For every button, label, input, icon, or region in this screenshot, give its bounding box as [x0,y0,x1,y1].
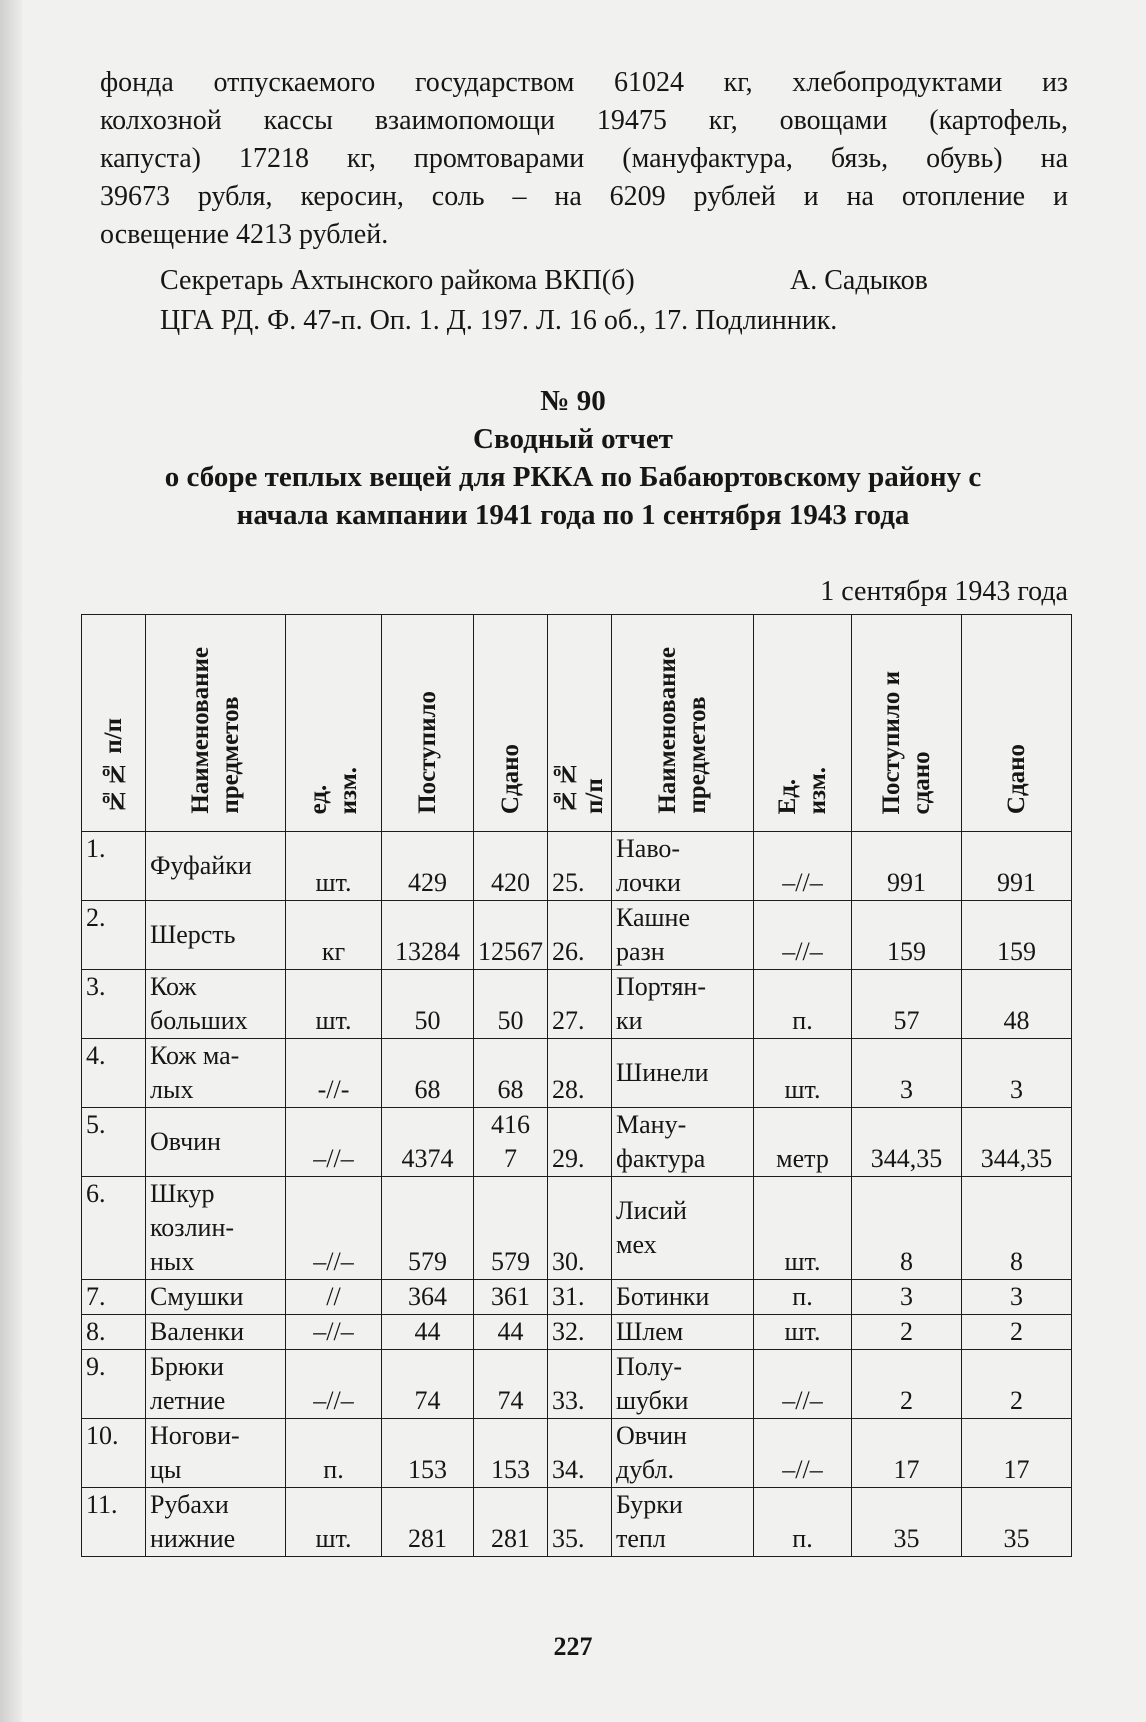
delivered-cell: 153 [474,1419,548,1488]
delivered-2-cell: 991 [962,832,1072,901]
item-name-cell: Кож больших [146,970,286,1039]
unit-2-cell: п. [754,1488,852,1557]
table-row [82,1315,1072,1350]
intro-line: 39673 рубля, керосин, соль – на 6209 рублей и на отопление и [100,181,1068,212]
received-cell: 50 [382,970,474,1039]
received-cell: 153 [382,1419,474,1488]
unit-cell: шт. [286,1488,382,1557]
delivered-cell: 416 7 [474,1108,548,1177]
unit-2-cell: п. [754,970,852,1039]
unit-cell: шт. [286,970,382,1039]
row-number-2-cell: 34. [548,1419,612,1488]
table-header-row [82,615,1072,832]
col-header-unit: ед. изм. [286,615,382,832]
delivered-cell: 579 [474,1177,548,1280]
row-number-cell: 1. [82,832,146,901]
row-number-2-cell: 30. [548,1177,612,1280]
row-number-2-cell: 26. [548,901,612,970]
intro-line: капуста) 17218 кг, промтоварами (мануфактура, бязь, обувь) на [100,143,1068,174]
item-name-2-cell: Шинели [612,1039,754,1108]
delivered-cell: 12567 [474,901,548,970]
unit-2-cell: –//– [754,832,852,901]
page-edge-shadow [0,0,22,1722]
received-cell: 68 [382,1039,474,1108]
received-cell: 74 [382,1350,474,1419]
table-row [82,1350,1072,1419]
item-name-cell: Шкур козлин- ных [146,1177,286,1280]
table-row [82,1177,1072,1280]
received-2-cell: 3 [852,1280,962,1315]
received-2-cell: 344,35 [852,1108,962,1177]
table-row [82,1488,1072,1557]
item-name-2-cell: Полу- шубки [612,1350,754,1419]
row-number-2-cell: 27. [548,970,612,1039]
unit-cell: п. [286,1419,382,1488]
row-number-2-cell: 25. [548,832,612,901]
row-number-cell: 6. [82,1177,146,1280]
delivered-2-cell: 3 [962,1280,1072,1315]
received-2-cell: 3 [852,1039,962,1108]
col-header-received: Поступило [382,615,474,832]
delivered-cell: 44 [474,1315,548,1350]
received-2-cell: 991 [852,832,962,901]
table-row [82,1280,1072,1315]
unit-cell: шт. [286,832,382,901]
col-header-num: №№ п/п [82,615,146,832]
table-row [82,1039,1072,1108]
delivered-cell: 50 [474,970,548,1039]
item-name-2-cell: Овчин дубл. [612,1419,754,1488]
row-number-cell: 3. [82,970,146,1039]
document-date: 1 сентября 1943 года [820,576,1068,607]
item-name-cell: Кож ма- лых [146,1039,286,1108]
col-header-received-2: Поступило и сдано [852,615,962,832]
received-cell: 429 [382,832,474,901]
received-cell: 4374 [382,1108,474,1177]
table-row [82,901,1072,970]
intro-line: колхозной кассы взаимопомощи 19475 кг, овощами (картофель, [100,105,1068,136]
item-name-2-cell: Бурки тепл [612,1488,754,1557]
delivered-2-cell: 17 [962,1419,1072,1488]
unit-2-cell: шт. [754,1039,852,1108]
row-number-cell: 8. [82,1315,146,1350]
row-number-cell: 9. [82,1350,146,1419]
unit-2-cell: шт. [754,1177,852,1280]
item-name-cell: Фуфайки [146,832,286,901]
col-header-num-2: №№ п/п [548,615,612,832]
intro-paragraph [100,64,1068,216]
row-number-cell: 2. [82,901,146,970]
item-name-cell: Валенки [146,1315,286,1350]
item-name-cell: Рубахи нижние [146,1488,286,1557]
received-cell: 281 [382,1488,474,1557]
item-name-2-cell: Ману- фактура [612,1108,754,1177]
delivered-cell: 281 [474,1488,548,1557]
received-cell: 579 [382,1177,474,1280]
row-number-cell: 4. [82,1039,146,1108]
document-title: Сводный отчет [473,423,673,455]
item-name-2-cell: Ботинки [612,1280,754,1315]
unit-2-cell: –//– [754,901,852,970]
item-name-cell: Смушки [146,1280,286,1315]
delivered-cell: 68 [474,1039,548,1108]
row-number-2-cell: 35. [548,1488,612,1557]
row-number-cell: 11. [82,1488,146,1557]
delivered-2-cell: 2 [962,1315,1072,1350]
row-number-2-cell: 28. [548,1039,612,1108]
row-number-cell: 7. [82,1280,146,1315]
unit-2-cell: метр [754,1108,852,1177]
received-cell: 364 [382,1280,474,1315]
item-name-2-cell: Кашне разн [612,901,754,970]
document-number: № 90 [540,385,606,417]
signature-position: Секретарь Ахтынского райкома ВКП(б) [160,265,635,296]
row-number-cell: 10. [82,1419,146,1488]
row-number-2-cell: 29. [548,1108,612,1177]
received-cell: 44 [382,1315,474,1350]
intro-line: фонда отпускаемого государством 61024 кг, хлебопродуктами из [100,67,1068,98]
item-name-2-cell: Наво- лочки [612,832,754,901]
delivered-2-cell: 35 [962,1488,1072,1557]
received-2-cell: 8 [852,1177,962,1280]
col-header-delivered-2: Сдано [962,615,1072,832]
item-name-cell: Овчин [146,1108,286,1177]
table-row [82,832,1072,901]
item-name-2-cell: Шлем [612,1315,754,1350]
page-number: 227 [553,1632,593,1661]
received-2-cell: 17 [852,1419,962,1488]
delivered-2-cell: 8 [962,1177,1072,1280]
archive-source: ЦГА РД. Ф. 47-п. Оп. 1. Д. 197. Л. 16 об., 17. Подлинник. [160,305,838,336]
unit-2-cell: п. [754,1280,852,1315]
intro-last-line: освещение 4213 рублей. [100,219,389,250]
unit-2-cell: –//– [754,1350,852,1419]
unit-cell: –//– [286,1108,382,1177]
item-name-cell: Ногови- цы [146,1419,286,1488]
col-header-name: Наименование предметов [146,615,286,832]
document-subtitle-line-2: начала кампании 1941 года по 1 сентября 1943 года [236,499,910,531]
delivered-2-cell: 3 [962,1039,1072,1108]
table-row [82,1108,1072,1177]
delivered-2-cell: 48 [962,970,1072,1039]
col-header-unit-2: Ед. изм. [754,615,852,832]
col-header-delivered: Сдано [474,615,548,832]
item-name-cell: Брюки летние [146,1350,286,1419]
unit-2-cell: шт. [754,1315,852,1350]
unit-2-cell: –//– [754,1419,852,1488]
received-2-cell: 57 [852,970,962,1039]
item-name-cell: Шерсть [146,901,286,970]
unit-cell: -//- [286,1039,382,1108]
unit-cell: –//– [286,1350,382,1419]
table-row [82,970,1072,1039]
signature-name: А. Садыков [790,265,928,296]
delivered-2-cell: 2 [962,1350,1072,1419]
delivered-cell: 74 [474,1350,548,1419]
delivered-2-cell: 159 [962,901,1072,970]
document-subtitle-line-1: о сборе теплых вещей для РККА по Бабаюртовскому району с [164,461,982,493]
signature-block [160,262,928,300]
delivered-2-cell: 344,35 [962,1108,1072,1177]
received-cell: 13284 [382,901,474,970]
col-header-name-2: Наименование предметов [612,615,754,832]
row-number-cell: 5. [82,1108,146,1177]
delivered-cell: 420 [474,832,548,901]
unit-cell: –//– [286,1177,382,1280]
row-number-2-cell: 32. [548,1315,612,1350]
received-2-cell: 2 [852,1315,962,1350]
item-name-2-cell: Лисий мех [612,1177,754,1280]
table-row [82,1419,1072,1488]
row-number-2-cell: 31. [548,1280,612,1315]
row-number-2-cell: 33. [548,1350,612,1419]
received-2-cell: 159 [852,901,962,970]
unit-cell: кг [286,901,382,970]
report-table [81,614,1072,1557]
received-2-cell: 2 [852,1350,962,1419]
received-2-cell: 35 [852,1488,962,1557]
unit-cell: // [286,1280,382,1315]
unit-cell: –//– [286,1315,382,1350]
delivered-cell: 361 [474,1280,548,1315]
item-name-2-cell: Портян- ки [612,970,754,1039]
